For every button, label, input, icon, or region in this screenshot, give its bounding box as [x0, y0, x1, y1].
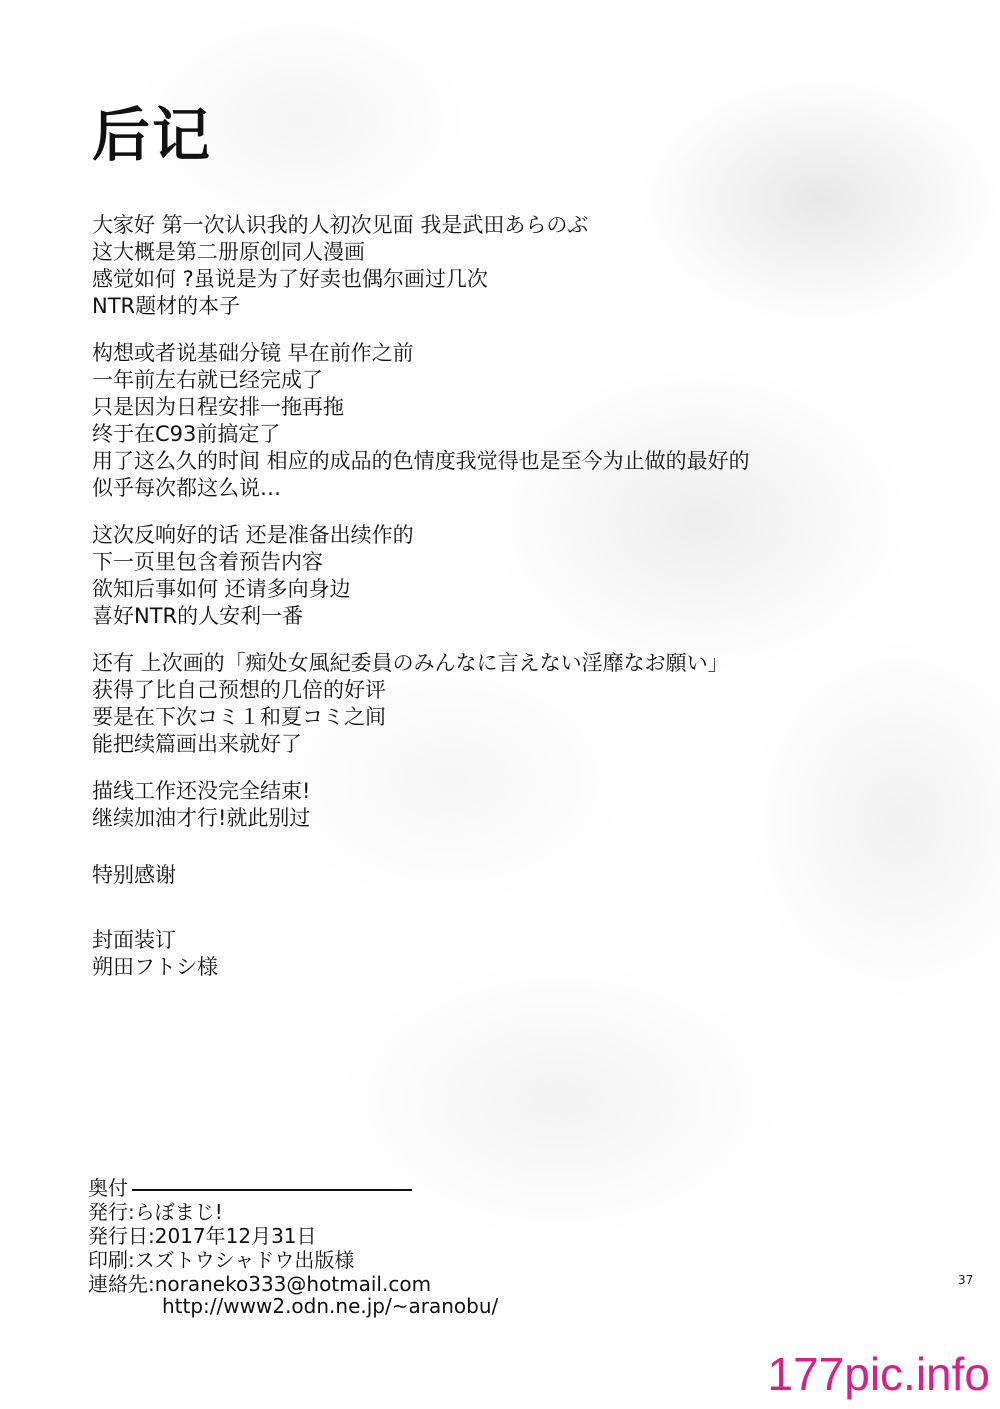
text-line: 大家好 第一次认识我的人初次见面 我是武田あらのぶ — [92, 213, 589, 237]
text-line: 要是在下次コミ１和夏コミ之间 — [92, 705, 386, 729]
text-line: 欲知后事如何 还请多向身边 — [92, 577, 351, 601]
text-line: 继续加油才行!就此别过 — [92, 806, 311, 830]
watermark: 177pic.info — [767, 1348, 990, 1400]
text-line: 获得了比自己预想的几倍的好评 — [92, 678, 386, 702]
afterword-content — [92, 100, 912, 1001]
text-line: 特别感谢 — [92, 863, 176, 887]
colophon — [88, 1176, 508, 1296]
colophon-publisher: 発行:らぼまじ! — [88, 1200, 223, 1224]
paragraph-cover-credit — [92, 927, 912, 981]
text-line: NTR题材的本子 — [92, 294, 241, 318]
paragraph-sequel — [92, 522, 912, 630]
text-line: 喜好NTR的人安利一番 — [92, 604, 304, 628]
text-line: 朔田フトシ様 — [92, 955, 218, 979]
text-line: 描线工作还没完全结束! — [92, 779, 311, 803]
text-line: 这大概是第二册原创同人漫画 — [92, 240, 365, 264]
paragraph-production — [92, 340, 912, 502]
colophon-printer: 印刷:スズトウシャドウ出版様 — [88, 1248, 355, 1272]
text-line: 似乎每次都这么说… — [92, 476, 281, 500]
paragraph-closing — [92, 778, 912, 832]
page-number: 37 — [958, 1273, 974, 1287]
text-line: 终于在C93前搞定了 — [92, 422, 281, 446]
colophon-heading: 奥付 — [88, 1176, 128, 1200]
paragraph-greeting — [92, 212, 912, 320]
text-line: 封面装订 — [92, 928, 176, 952]
colophon-date: 発行日:2017年12月31日 — [88, 1224, 317, 1248]
text-line: 用了这么久的时间 相应的成品的色情度我觉得也是至今为止做的最好的 — [92, 449, 750, 473]
text-line: 一年前左右就已经完成了 — [92, 368, 323, 392]
paragraph-previous-work — [92, 650, 912, 758]
paragraph-special-thanks — [92, 862, 912, 889]
colophon-contact: 連絡先:noraneko333@hotmail.com — [88, 1272, 432, 1296]
colophon-divider — [132, 1189, 412, 1191]
website-link[interactable]: http://www2.odn.ne.jp/~aranobu/ — [162, 1294, 499, 1318]
text-line: 还有 上次画的「痴处女風紀委員のみんなに言えない淫靡なお願い」 — [92, 651, 729, 675]
colophon-heading-row — [88, 1176, 508, 1200]
text-line: 能把续篇画出来就好了 — [92, 732, 302, 756]
text-line: 只是因为日程安排一拖再拖 — [92, 395, 344, 419]
text-line: 下一页里包含着预告内容 — [92, 550, 323, 574]
text-line: 构想或者说基础分镜 早在前作之前 — [92, 341, 414, 365]
text-line: 感觉如何 ?虽说是为了好卖也偶尔画过几次 — [92, 267, 488, 291]
text-line: 这次反响好的话 还是准备出续作的 — [92, 523, 414, 547]
page-title: 后记 — [92, 101, 213, 169]
